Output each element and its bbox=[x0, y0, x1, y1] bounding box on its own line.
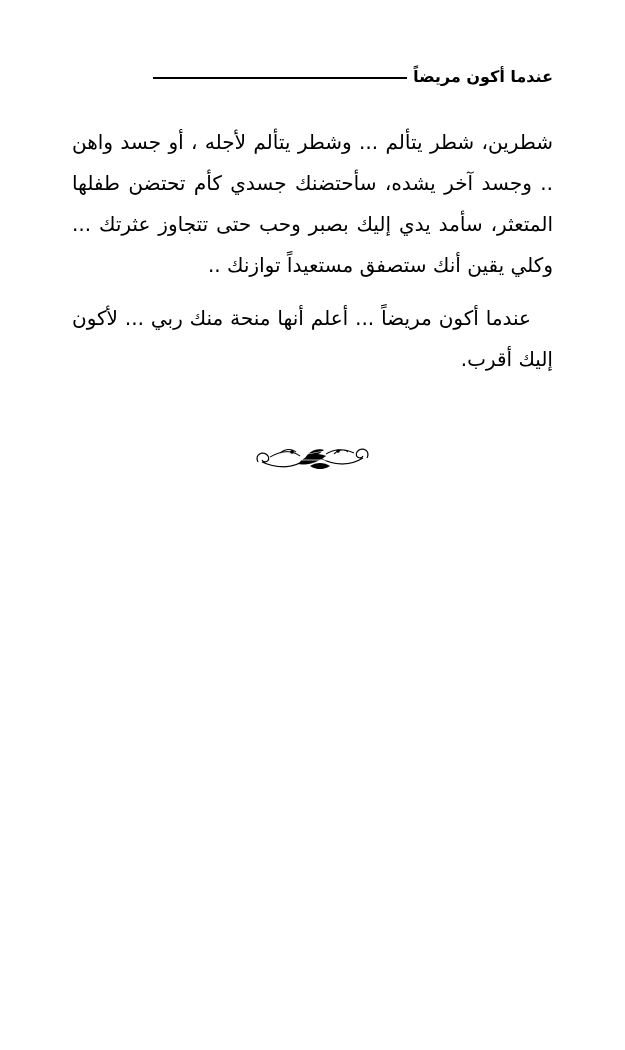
running-header-title: عندما أكون مريضاً bbox=[413, 66, 553, 86]
body-text bbox=[72, 122, 553, 392]
paragraph: عندما أكون مريضاً ... أعلم أنها منحة منك ربي ... لأكون إليك أقرب. bbox=[72, 306, 553, 371]
running-header bbox=[153, 62, 553, 90]
paragraph: شطرين، شطر يتألم ... وشطر يتألم لأجله ، أو جسد واهن .. وجسد آخر يشده، سأحتضنك جسدي كأم تحتضن طفلها المتعثر، سأمد يدي إليك بصبر وحب حتى تتجاوز عثرتك ... وكلي يقين أنك ستصفق مستعيداً توازنك .. bbox=[72, 130, 553, 277]
floral-vignette-icon bbox=[250, 440, 375, 480]
header-rule bbox=[153, 77, 407, 79]
